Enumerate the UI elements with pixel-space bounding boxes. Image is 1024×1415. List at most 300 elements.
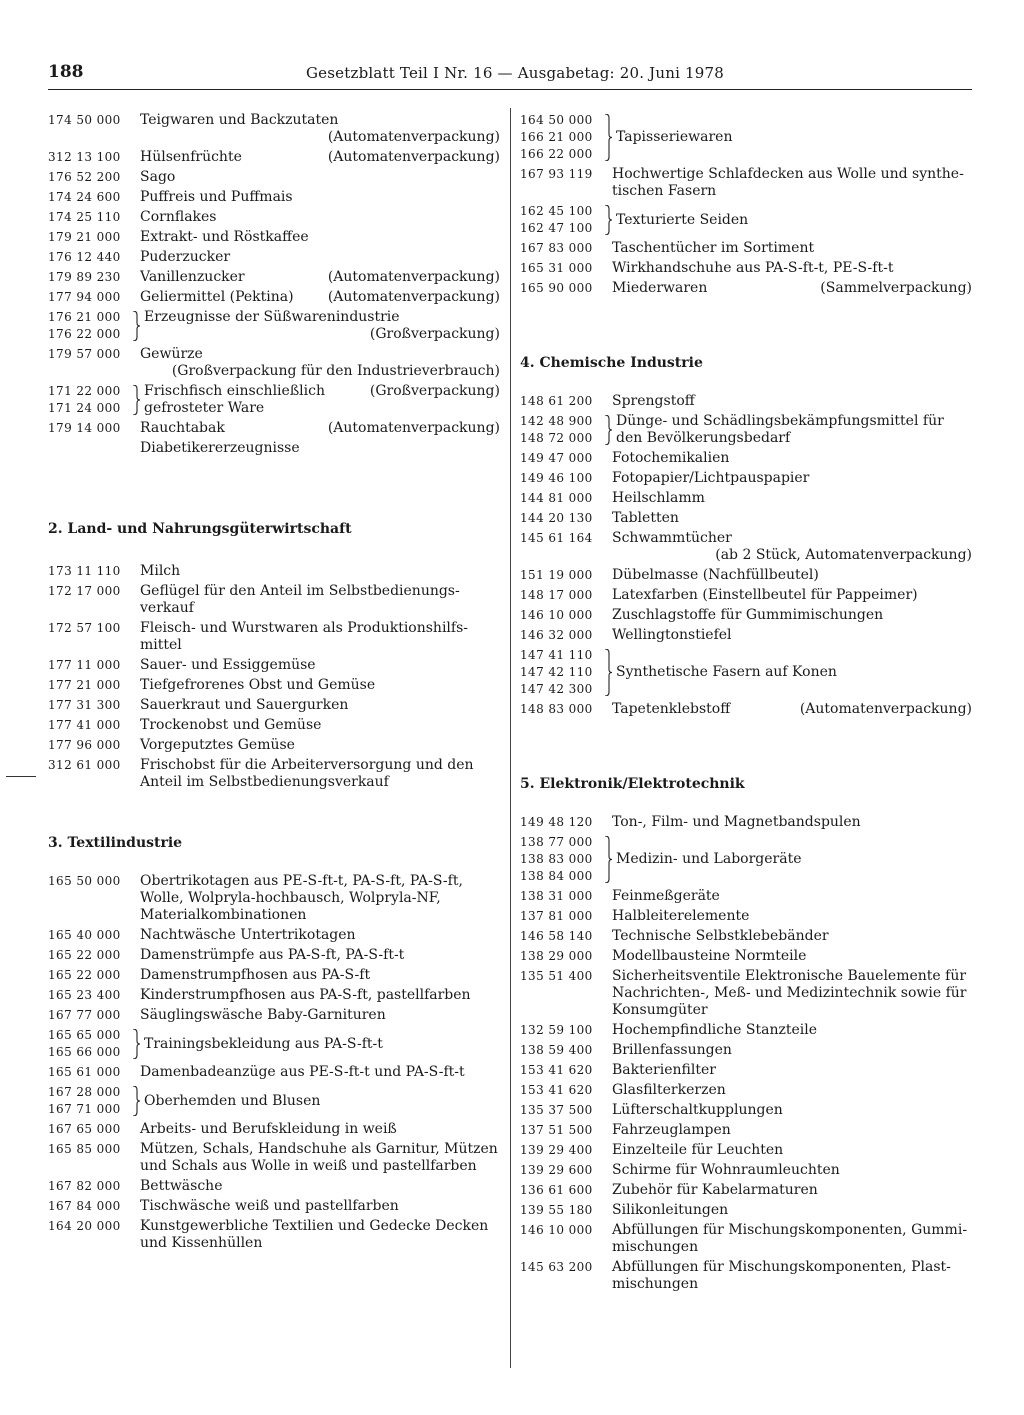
- catalog-code: 144 81 000: [520, 491, 593, 505]
- catalog-codes: [520, 587, 604, 604]
- section-3: [48, 835, 500, 1252]
- product-description: Oberhemden und Blusen: [144, 1092, 321, 1109]
- list-entry: [520, 1182, 972, 1199]
- entry-text: [604, 1102, 972, 1119]
- catalog-codes: [48, 1178, 132, 1195]
- product-description: Extrakt- und Röstkaffee: [140, 229, 309, 245]
- catalog-code: 147 41 110: [520, 648, 593, 662]
- product-description: Sauer- und Essiggemüse: [140, 657, 316, 673]
- catalog-code: 135 37 500: [520, 1103, 593, 1117]
- catalog-code: 146 58 140: [520, 929, 593, 943]
- catalog-code: 172 57 100: [48, 621, 121, 635]
- entry-text: [132, 420, 500, 437]
- catalog-codes: [520, 1062, 604, 1079]
- product-description: Bettwäsche: [140, 1178, 223, 1194]
- product-description: Abfüllungen für Mischungskomponenten, Gummimischungen: [612, 1222, 968, 1255]
- catalog-code: 177 96 000: [48, 738, 121, 752]
- list-entry: [48, 1218, 500, 1252]
- entry-text: [132, 757, 500, 791]
- catalog-codes: [520, 1222, 604, 1239]
- catalog-codes: [48, 620, 132, 637]
- entry-text: [132, 1121, 500, 1138]
- list-entry: [48, 563, 500, 580]
- product-description: Mützen, Schals, Handschuhe als Garnitur, Mützen und Schals aus Wolle in weiß und pastellfarben: [140, 1141, 498, 1174]
- catalog-code: 148 83 000: [520, 702, 593, 716]
- list-entry: [520, 166, 972, 200]
- catalog-codes: [520, 567, 604, 584]
- entry-text: [132, 717, 500, 734]
- catalog-codes: [48, 209, 132, 226]
- entry-text: [604, 928, 972, 945]
- list-entry: [48, 1141, 500, 1175]
- product-description: Ton-, Film- und Magnetbandspulen: [612, 814, 861, 830]
- entry-text: [604, 1162, 972, 1179]
- entry-text: [132, 737, 500, 754]
- list-entry: [520, 888, 972, 905]
- entry-text: [132, 657, 500, 674]
- catalog-codes: [48, 947, 132, 964]
- list-entry: [48, 289, 500, 306]
- product-description: Latexfarben (Einstellbeutel für Pappeimer): [612, 587, 918, 603]
- entry-text: [132, 677, 500, 694]
- list-entry: [48, 209, 500, 226]
- entry-text: [132, 249, 500, 266]
- list-entry: [48, 620, 500, 654]
- catalog-code: 145 61 164: [520, 531, 593, 545]
- catalog-code: 145 63 200: [520, 1260, 593, 1274]
- packaging-note: (Automatenverpackung): [327, 149, 500, 165]
- catalog-codes: [48, 1007, 132, 1024]
- entry-list: [48, 563, 500, 791]
- entry-text: [144, 383, 500, 417]
- catalog-code: 164 50 000: [520, 113, 593, 127]
- product-description: Synthetische Fasern auf Konen: [616, 664, 837, 680]
- product-description: Dübelmasse (Nachfüllbeutel): [612, 567, 819, 583]
- entry-text: [604, 1082, 972, 1099]
- product-description: Gewürze: [140, 346, 203, 362]
- catalog-code: 179 14 000: [48, 421, 121, 435]
- catalog-code: 153 41 620: [520, 1063, 593, 1077]
- entry-text: [132, 112, 500, 146]
- catalog-code: 177 31 300: [48, 698, 121, 712]
- product-description: Vanillenzucker: [140, 269, 245, 285]
- catalog-code: 147 42 110: [520, 665, 593, 679]
- product-description: Tapisseriewaren: [616, 129, 733, 145]
- list-entry: [520, 834, 972, 885]
- catalog-code: 165 66 000: [48, 1045, 121, 1059]
- header-rule: [48, 89, 972, 90]
- entry-list: [520, 112, 972, 297]
- entry-text: [604, 814, 972, 831]
- product-description: Trainingsbekleidung aus PA-S-ft-t: [144, 1035, 383, 1052]
- curly-brace-icon: [132, 1084, 142, 1118]
- catalog-codes: [520, 510, 604, 527]
- catalog-codes: [48, 440, 132, 457]
- catalog-code: 138 77 000: [520, 835, 593, 849]
- entry-text: [604, 490, 972, 507]
- catalog-codes: [48, 189, 132, 206]
- catalog-codes: [520, 908, 604, 925]
- entry-text: [132, 229, 500, 246]
- catalog-codes: [48, 717, 132, 734]
- entry-text: [604, 1202, 972, 1219]
- product-description: Zubehör für Kabelarmaturen: [612, 1182, 818, 1198]
- entry-text: [132, 346, 500, 380]
- catalog-code: 165 23 400: [48, 988, 121, 1002]
- catalog-code: 135 51 400: [520, 969, 593, 983]
- catalog-code: 164 20 000: [48, 1219, 121, 1233]
- entry-text: [132, 1178, 500, 1195]
- entry-text: [604, 1222, 972, 1256]
- catalog-codes: [48, 1198, 132, 1215]
- list-entry: [48, 249, 500, 266]
- product-description: Zuschlagstoffe für Gummimischungen: [612, 607, 884, 623]
- entry-line: [140, 289, 500, 306]
- list-entry: [520, 928, 972, 945]
- packaging-note: (Sammelverpackung): [820, 280, 972, 296]
- list-entry: [48, 1121, 500, 1138]
- catalog-code: 165 22 000: [48, 968, 121, 982]
- catalog-codes: [520, 450, 604, 467]
- packaging-note: (Automatenverpackung): [327, 289, 500, 305]
- curly-brace-icon: [132, 309, 142, 343]
- page-header: [48, 62, 972, 88]
- catalog-code: 177 41 000: [48, 718, 121, 732]
- catalog-code: 138 83 000: [520, 852, 593, 866]
- catalog-code: 149 46 100: [520, 471, 593, 485]
- catalog-codes: [520, 393, 604, 410]
- catalog-codes: [520, 1042, 604, 1059]
- product-description: Wirkhandschuhe aus PA-S-ft-t, PE-S-ft-t: [612, 260, 894, 276]
- product-description: Lüfterschaltkupplungen: [612, 1102, 783, 1118]
- list-entry: [48, 583, 500, 617]
- product-description: Dünge- und Schädlingsbekämpfungsmittel für den Bevölkerungsbedarf: [616, 413, 944, 446]
- catalog-codes: [48, 149, 132, 166]
- list-entry: [48, 873, 500, 924]
- entry-text: [604, 510, 972, 527]
- list-entry: [48, 657, 500, 674]
- product-description: Puderzucker: [140, 249, 231, 265]
- product-description: Frischobst für die Arbeiterversorgung und den Anteil im Selbstbedienungsverkauf: [140, 757, 474, 790]
- catalog-code: 176 12 440: [48, 250, 121, 264]
- list-entry: [520, 567, 972, 584]
- entry-text: [604, 260, 972, 277]
- catalog-code: 165 65 000: [48, 1028, 121, 1042]
- product-description: Schirme für Wohnraumleuchten: [612, 1162, 840, 1178]
- entry-text: [132, 987, 500, 1004]
- catalog-codes: [48, 967, 132, 984]
- list-entry: [520, 530, 972, 564]
- section-heading: 3. Textilindustrie: [48, 835, 183, 851]
- catalog-code: 176 52 200: [48, 170, 121, 184]
- entry-text: [604, 908, 972, 925]
- entry-line: [140, 149, 500, 166]
- product-description: Tapetenklebstoff: [612, 701, 731, 717]
- list-entry: [48, 967, 500, 984]
- entry-line: [140, 269, 500, 286]
- curly-brace-icon: [604, 413, 614, 447]
- entry-line: [612, 280, 972, 297]
- catalog-code: 139 29 600: [520, 1163, 593, 1177]
- section-5: [520, 776, 972, 1293]
- entry-text: [604, 1042, 972, 1059]
- catalog-code: 165 31 000: [520, 261, 593, 275]
- product-description: Nachtwäsche Untertrikotagen: [140, 927, 356, 943]
- list-entry: [520, 701, 972, 718]
- catalog-codes: [48, 229, 132, 246]
- catalog-code: 148 61 200: [520, 394, 593, 408]
- catalog-code: 176 21 000: [48, 310, 121, 324]
- catalog-codes: [48, 269, 132, 286]
- catalog-code: 138 84 000: [520, 869, 593, 883]
- catalog-codes: [48, 563, 132, 580]
- packaging-note: (Automatenverpackung): [327, 420, 500, 436]
- catalog-code: 167 71 000: [48, 1102, 121, 1116]
- entry-text: [132, 169, 500, 186]
- entry-text: [604, 1142, 972, 1159]
- catalog-code: 162 45 100: [520, 204, 593, 218]
- list-entry: [48, 346, 500, 380]
- catalog-codes: [48, 1064, 132, 1081]
- list-entry: [48, 677, 500, 694]
- list-entry: [520, 1062, 972, 1079]
- catalog-codes: [48, 169, 132, 186]
- entry-text: [604, 627, 972, 644]
- product-description: Arbeits- und Berufskleidung in weiß: [140, 1121, 397, 1137]
- product-description: Miederwaren: [612, 280, 708, 296]
- right-column: [520, 112, 972, 1296]
- catalog-code: 176 22 000: [48, 327, 121, 341]
- entry-text: [144, 1036, 500, 1053]
- entry-text: [616, 664, 972, 681]
- catalog-code: 147 42 300: [520, 682, 593, 696]
- product-description: Sicherheitsventile Elektronische Bauelemente für Nachrichten-, Meß- und Medizintechnik sowie für Konsumgüter: [612, 968, 967, 1018]
- entry-text: [132, 209, 500, 226]
- entry-text: [132, 269, 500, 286]
- packaging-note: (Großverpackung für den Industrieverbrauch): [171, 363, 500, 379]
- catalog-codes: [520, 968, 604, 985]
- list-entry: [48, 1064, 500, 1081]
- catalog-code: 148 17 000: [520, 588, 593, 602]
- list-entry: [520, 203, 972, 237]
- list-entry: [48, 1198, 500, 1215]
- catalog-codes: [520, 1122, 604, 1139]
- entry-text: [604, 948, 972, 965]
- catalog-codes: [48, 677, 132, 694]
- catalog-code: 172 17 000: [48, 584, 121, 598]
- entry-text: [144, 309, 500, 343]
- product-description: Taschentücher im Sortiment: [612, 240, 815, 256]
- entry-text: [616, 851, 972, 868]
- product-description: Diabetikererzeugnisse: [140, 440, 300, 456]
- entry-text: [604, 450, 972, 467]
- packaging-note: (Großverpackung): [369, 326, 500, 342]
- catalog-code: 137 51 500: [520, 1123, 593, 1137]
- catalog-codes: [48, 873, 132, 890]
- catalog-code: 144 20 130: [520, 511, 593, 525]
- product-description: Damenstrumpfhosen aus PA-S-ft: [140, 967, 371, 983]
- catalog-code: 137 81 000: [520, 909, 593, 923]
- catalog-code: 165 50 000: [48, 874, 121, 888]
- catalog-codes: [520, 470, 604, 487]
- catalog-codes: [520, 647, 604, 698]
- product-description: Hülsenfrüchte: [140, 149, 242, 165]
- product-description: Obertrikotagen aus PE-S-ft-t, PA-S-ft, PA-S-ft, Wolle, Wolpryla-hochbausch, Wolpryla-NF, Materialkombinationen: [140, 873, 463, 923]
- product-description: Wellingtonstiefel: [612, 627, 732, 643]
- list-entry: [520, 112, 972, 163]
- list-entry: [520, 1142, 972, 1159]
- list-entry: [520, 1259, 972, 1293]
- catalog-codes: [48, 346, 132, 363]
- entry-list: [520, 814, 972, 1293]
- left-column: [48, 112, 500, 1255]
- entry-text: [604, 607, 972, 624]
- catalog-code: 165 40 000: [48, 928, 121, 942]
- catalog-code: 167 83 000: [520, 241, 593, 255]
- catalog-codes: [520, 203, 604, 237]
- list-entry: [48, 309, 500, 343]
- list-entry: [48, 1084, 500, 1118]
- entry-text: [604, 1122, 972, 1139]
- entry-text: [604, 1182, 972, 1199]
- packaging-note: (Automatenverpackung): [799, 701, 972, 717]
- list-entry: [48, 169, 500, 186]
- catalog-code: 148 72 000: [520, 431, 593, 445]
- entry-text: [132, 189, 500, 206]
- catalog-codes: [48, 420, 132, 437]
- catalog-codes: [520, 1102, 604, 1119]
- product-description: Milch: [140, 563, 181, 579]
- catalog-code: 136 61 600: [520, 1183, 593, 1197]
- entry-text: [132, 620, 500, 654]
- entry-text: [132, 1218, 500, 1252]
- catalog-codes: [48, 657, 132, 674]
- entry-text: [132, 289, 500, 306]
- entry-text: [604, 1259, 972, 1293]
- product-description: Fotopapier/Lichtpauspapier: [612, 470, 810, 486]
- entry-text: [604, 1022, 972, 1039]
- list-entry: [520, 1202, 972, 1219]
- entry-text: [604, 968, 972, 1019]
- product-description: Halbleiterelemente: [612, 908, 750, 924]
- catalog-code: 165 85 000: [48, 1142, 121, 1156]
- entry-text: [132, 149, 500, 166]
- catalog-code: 177 21 000: [48, 678, 121, 692]
- catalog-codes: [48, 1084, 132, 1118]
- list-entry: [520, 280, 972, 297]
- list-entry: [520, 647, 972, 698]
- packaging-note: (Automatenverpackung): [327, 129, 500, 145]
- catalog-code: 174 24 600: [48, 190, 121, 204]
- catalog-codes: [520, 166, 604, 183]
- catalog-codes: [48, 309, 132, 343]
- entry-text: [132, 967, 500, 984]
- product-description: Abfüllungen für Mischungskomponenten, Plastmischungen: [612, 1259, 951, 1292]
- catalog-code: 167 93 119: [520, 167, 593, 181]
- product-description: Glasfilterkerzen: [612, 1082, 726, 1098]
- curly-brace-icon: [604, 112, 614, 163]
- catalog-code: 165 90 000: [520, 281, 593, 295]
- product-description: Fahrzeuglampen: [612, 1122, 731, 1138]
- list-entry: [48, 420, 500, 437]
- product-description: Feinmeßgeräte: [612, 888, 720, 904]
- list-entry: [48, 987, 500, 1004]
- product-description: Geflügel für den Anteil im Selbstbedienungsverkauf: [140, 583, 460, 616]
- packaging-note: (ab 2 Stück, Automatenverpackung): [715, 547, 972, 563]
- catalog-code: 162 47 100: [520, 221, 593, 235]
- product-description: Trockenobst und Gemüse: [140, 717, 322, 733]
- product-description: Texturierte Seiden: [616, 211, 749, 228]
- product-description: Damenbadeanzüge aus PE-S-ft-t und PA-S-ft-t: [140, 1064, 465, 1080]
- entry-text: [604, 530, 972, 564]
- curly-brace-icon: [132, 383, 142, 417]
- entry-text: [132, 1007, 500, 1024]
- entry-text: [604, 567, 972, 584]
- product-description: Fotochemikalien: [612, 450, 730, 466]
- entry-line: [612, 701, 972, 718]
- product-description: Tiefgefrorenes Obst und Gemüse: [140, 677, 376, 693]
- product-description: Vorgeputztes Gemüse: [140, 737, 295, 753]
- catalog-code: 167 82 000: [48, 1179, 121, 1193]
- product-description: Fleisch- und Wurstwaren als Produktionshilfsmittel: [140, 620, 469, 653]
- catalog-code: 167 84 000: [48, 1199, 121, 1213]
- catalog-codes: [48, 757, 132, 774]
- list-entry: [48, 927, 500, 944]
- list-entry: [520, 1042, 972, 1059]
- list-entry: [520, 968, 972, 1019]
- product-description: Damenstrümpfe aus PA-S-ft, PA-S-ft-t: [140, 947, 405, 963]
- catalog-codes: [520, 928, 604, 945]
- catalog-code: 177 94 000: [48, 290, 121, 304]
- entry-text: [132, 1198, 500, 1215]
- catalog-code: 146 10 000: [520, 608, 593, 622]
- catalog-codes: [520, 112, 604, 163]
- packaging-note: (Automatenverpackung): [327, 269, 500, 285]
- catalog-code: 153 41 620: [520, 1083, 593, 1097]
- product-description: Kunstgewerbliche Textilien und Gedecke Decken und Kissenhüllen: [140, 1218, 489, 1251]
- catalog-codes: [520, 1182, 604, 1199]
- curly-brace-icon: [604, 834, 614, 885]
- page-number: 188: [48, 62, 84, 82]
- entry-text: [132, 697, 500, 714]
- entry-list: [520, 393, 972, 718]
- catalog-code: 165 61 000: [48, 1065, 121, 1079]
- page-title: Gesetzblatt Teil I Nr. 16 — Ausgabetag: 20. Juni 1978: [306, 64, 725, 82]
- product-description: Schwammtücher: [612, 530, 732, 546]
- curly-brace-icon: [604, 203, 614, 237]
- catalog-codes: [520, 1082, 604, 1099]
- catalog-code: 151 19 000: [520, 568, 593, 582]
- list-entry: [48, 757, 500, 791]
- catalog-codes: [48, 737, 132, 754]
- list-entry: [48, 112, 500, 146]
- section-heading: 5. Elektronik/Elektrotechnik: [520, 776, 745, 792]
- catalog-code: 171 24 000: [48, 401, 121, 415]
- catalog-code: 166 21 000: [520, 130, 593, 144]
- catalog-codes: [520, 490, 604, 507]
- entry-text: [616, 413, 972, 447]
- section-heading: 2. Land- und Nahrungsgüterwirtschaft: [48, 521, 352, 537]
- catalog-codes: [48, 927, 132, 944]
- list-entry: [48, 1007, 500, 1024]
- product-description: Sago: [140, 169, 176, 185]
- catalog-codes: [520, 607, 604, 624]
- margin-mark: [6, 776, 36, 777]
- catalog-codes: [48, 289, 132, 306]
- list-entry: [520, 1082, 972, 1099]
- catalog-code: 166 22 000: [520, 147, 593, 161]
- product-description: Brillenfassungen: [612, 1042, 732, 1058]
